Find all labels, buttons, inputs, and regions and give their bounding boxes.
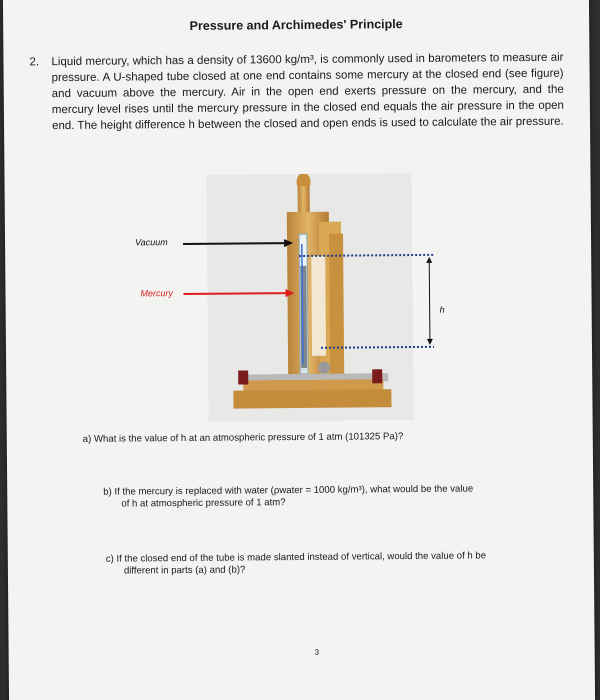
vacuum-arrow-head	[284, 239, 293, 247]
subquestion-b-line1: b) If the mercury is replaced with water (ρwater = 1000 kg/m³), what would be the value	[103, 483, 474, 498]
upper-level-line	[299, 255, 433, 256]
subquestion-c-line2: different in parts (a) and (b)?	[123, 564, 246, 577]
subquestion-b-line2: of h at atmospheric pressure of 1 atm?	[121, 497, 286, 510]
height-arrow-bottom	[427, 339, 433, 345]
figure-annotations	[3, 0, 595, 700]
mercury-arrow-head	[285, 289, 294, 297]
height-arrow-line	[429, 261, 430, 341]
lower-level-line	[321, 347, 434, 348]
question-number: 2.	[29, 56, 40, 69]
height-label: h	[439, 304, 445, 315]
question-text: Liquid mercury, which has a density of 13600 kg/m³, is commonly used in barometers to measure air pressure. A U-shaped tube closed at one end contains some mercury at the closed end (see figure) and vacuum above the mercury. Air in the open end exerts pressure on the mercury, and the mercury level rises until the mercury pressure in the closed end equals the air pressure in the open end. The height difference h between the closed and open ends is used to calculate the air pressure.	[51, 51, 564, 133]
subquestion-c-line1: c) If the closed end of the tube is made slanted instead of vertical, would the value of h be	[105, 550, 487, 565]
page-number: 3	[314, 647, 320, 657]
subquestion-a: a) What is the value of h at an atmospheric pressure of 1 atm (101325 Pa)?	[82, 431, 404, 445]
vacuum-label: Vacuum	[135, 237, 168, 248]
mercury-arrow-line	[184, 293, 291, 294]
height-arrow-top	[426, 257, 432, 263]
worksheet-page	[3, 0, 595, 700]
mercury-label: Mercury	[140, 288, 174, 299]
page-title: Pressure and Archimedes' Principle	[189, 17, 403, 33]
vacuum-arrow-line	[183, 243, 289, 244]
